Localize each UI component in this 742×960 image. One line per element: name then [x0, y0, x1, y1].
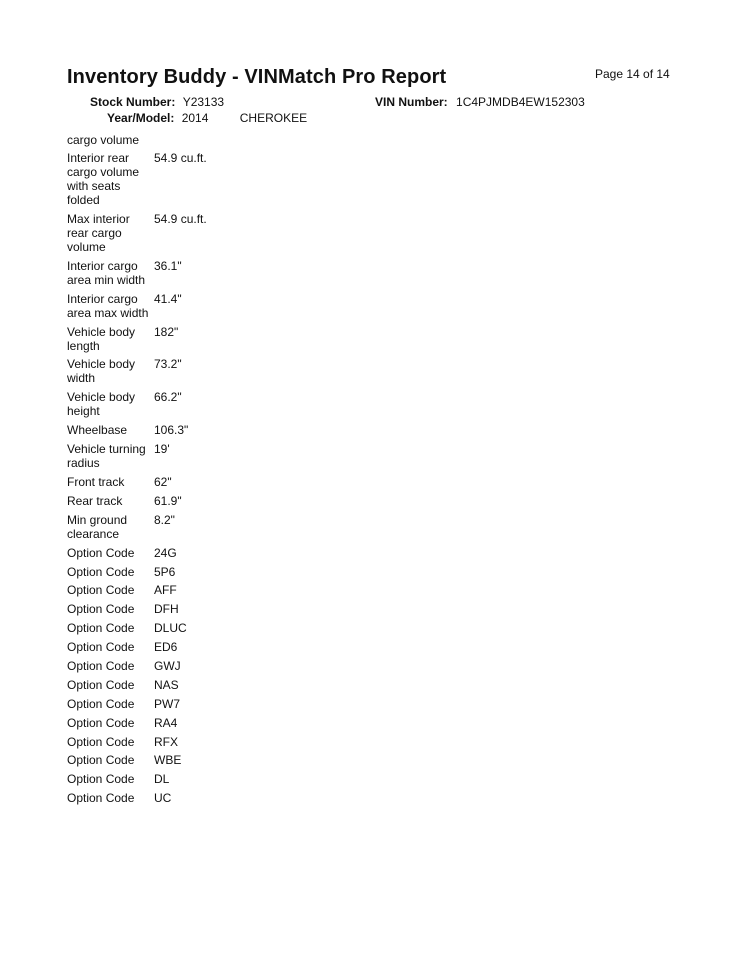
spec-row	[67, 621, 267, 635]
spec-label: Interior cargo area min width	[67, 258, 146, 287]
spec-label: Option Code	[67, 564, 135, 579]
spec-value: 54.9 cu.ft.	[154, 151, 207, 165]
spec-value: 182"	[154, 324, 179, 339]
spec-row	[67, 513, 267, 541]
spec-label: Option Code	[67, 621, 135, 636]
spec-row	[67, 735, 267, 749]
spec-label: Interior cargo area max width	[67, 291, 149, 320]
spec-row	[67, 772, 267, 786]
spec-row	[67, 292, 267, 320]
spec-value: DLUC	[154, 621, 187, 636]
spec-value: 5P6	[154, 564, 176, 579]
spec-row	[67, 423, 267, 437]
spec-value: 36.1"	[154, 258, 182, 273]
spec-row	[67, 494, 267, 508]
spec-value: RA4	[154, 715, 178, 730]
spec-row	[67, 259, 267, 287]
spec-row	[67, 659, 267, 673]
spec-value: 19'	[154, 442, 170, 457]
spec-list	[67, 133, 267, 810]
spec-row	[67, 357, 267, 385]
spec-label: Interior rear cargo volume with seats folded	[67, 151, 140, 207]
spec-row	[67, 697, 267, 711]
spec-label: Option Code	[67, 583, 135, 598]
continued-label: cargo volume	[67, 133, 140, 147]
vin-field	[375, 95, 585, 109]
spec-value: PW7	[154, 696, 181, 711]
spec-label: Option Code	[67, 545, 135, 560]
spec-label: Rear track	[67, 493, 123, 508]
spec-label: Option Code	[67, 734, 135, 749]
report-title: Inventory Buddy - VINMatch Pro Report	[67, 66, 447, 88]
spec-row	[67, 583, 267, 597]
spec-value: DL	[154, 772, 170, 787]
spec-value: GWJ	[154, 659, 181, 674]
page-number: Page 14 of 14	[595, 67, 670, 81]
spec-value: 66.2"	[154, 390, 182, 405]
spec-label: Min ground clearance	[67, 512, 128, 541]
spec-row	[67, 442, 267, 470]
spec-value: RFX	[154, 734, 178, 749]
spec-label: Option Code	[67, 677, 135, 692]
spec-value: 24G	[154, 545, 177, 560]
spec-label: Option Code	[67, 696, 135, 711]
spec-label: Option Code	[67, 791, 135, 806]
spec-label: Vehicle body height	[67, 390, 136, 419]
vin-value: 1C4PJMDB4EW152303	[456, 95, 585, 109]
spec-label: Option Code	[67, 659, 135, 674]
spec-value: 106.3"	[154, 423, 189, 438]
year-value: 2014	[181, 111, 209, 125]
spec-label: Vehicle body width	[67, 357, 136, 386]
spec-value: ED6	[154, 640, 178, 655]
spec-row	[67, 390, 267, 418]
spec-row	[67, 475, 267, 489]
year-model-label: Year/Model:	[107, 111, 175, 125]
spec-row	[67, 151, 267, 207]
spec-label: Option Code	[67, 772, 135, 787]
stock-number-label: Stock Number:	[90, 95, 176, 109]
spec-value: DFH	[154, 602, 179, 617]
spec-row	[67, 325, 267, 353]
spec-label: Front track	[67, 475, 125, 490]
spec-label: Vehicle turning radius	[67, 442, 146, 471]
spec-row	[67, 791, 267, 805]
spec-value: 8.2"	[154, 512, 175, 527]
year-model-field	[107, 111, 307, 125]
spec-value: UC	[154, 791, 172, 806]
spec-row	[67, 640, 267, 654]
stock-number-field	[90, 95, 224, 109]
spec-row	[67, 753, 267, 767]
spec-row	[67, 565, 267, 579]
spec-label: Wheelbase	[67, 423, 128, 438]
spec-value: 54.9 cu.ft.	[154, 211, 207, 226]
spec-row	[67, 678, 267, 692]
stock-number-value: Y23133	[182, 95, 225, 109]
spec-row	[67, 212, 267, 254]
spec-label: Max interior rear cargo volume	[67, 211, 130, 254]
spec-row	[67, 716, 267, 730]
spec-value: WBE	[154, 753, 182, 768]
spec-label: Vehicle body length	[67, 324, 136, 353]
spec-label: Option Code	[67, 715, 135, 730]
spec-label: Option Code	[67, 753, 135, 768]
model-value: CHEROKEE	[239, 111, 308, 125]
vin-label: VIN Number:	[375, 95, 448, 109]
spec-value: AFF	[154, 583, 177, 598]
spec-value: 61.9"	[154, 493, 182, 508]
spec-value: 41.4"	[154, 291, 182, 306]
spec-value: 62"	[154, 475, 172, 490]
spec-value: NAS	[154, 677, 179, 692]
spec-value: 73.2"	[154, 357, 182, 372]
spec-row	[67, 602, 267, 616]
spec-row	[67, 546, 267, 560]
spec-label: Option Code	[67, 602, 135, 617]
spec-label: Option Code	[67, 640, 135, 655]
